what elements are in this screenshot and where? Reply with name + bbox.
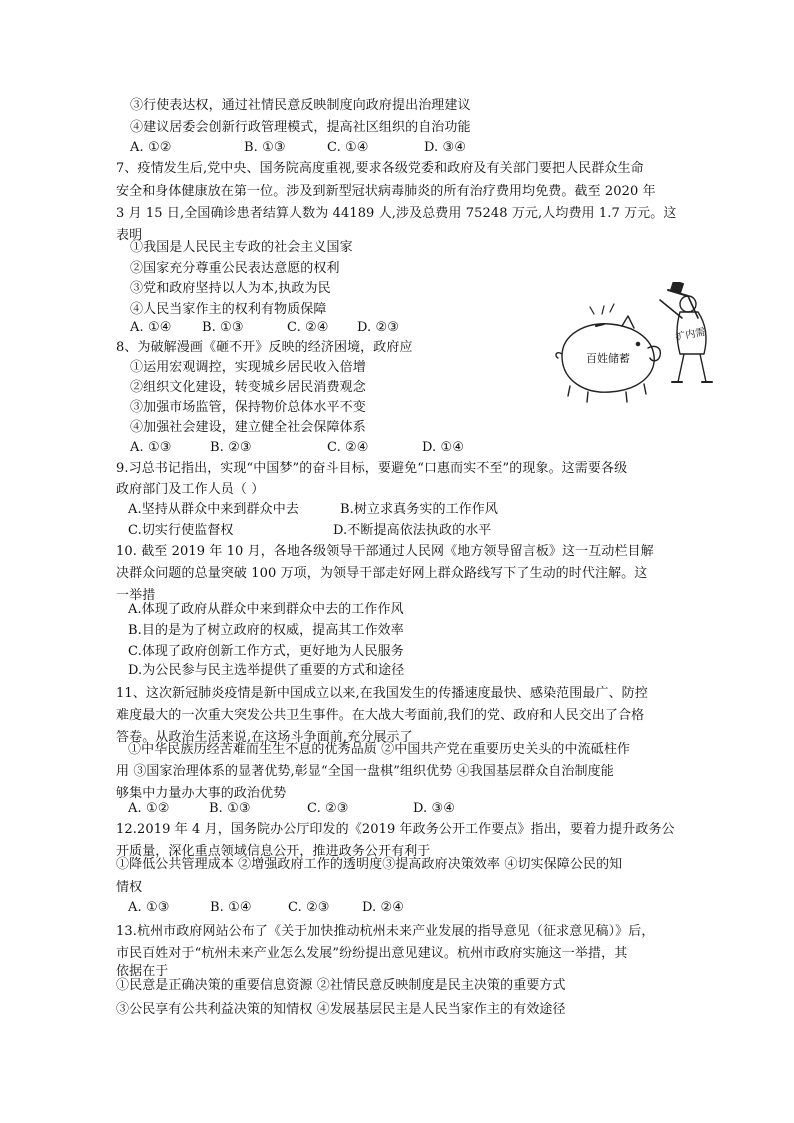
q12-option-b: B. ①④ bbox=[210, 900, 252, 915]
q12-item-line-1: ①降低公共管理成本 ②增强政府工作的透明度③提高政府决策效率 ④切实保障公民的知 bbox=[116, 857, 623, 872]
q13-stem-line-1: 13.杭州市政府网站公布了《关于加快推动杭州未来产业发展的指导意见（征求意见稿）》后， bbox=[116, 924, 655, 939]
q9-option-d: D.不断提高依法执政的水平 bbox=[333, 523, 492, 538]
q6-option-d: D. ③④ bbox=[424, 140, 467, 155]
q12-stem-line-1: 12.2019 年 4 月，国务院办公厅印发的《2019 年政务公开工作要点》指出，要着力提升政务公 bbox=[116, 822, 675, 837]
q8-item-2: ②组织文化建设，转变城乡居民消费观念 bbox=[130, 380, 366, 395]
q11-stem-line-2: 难度最大的一次重大突发公共卫生事件。在大战大考面前,我们的党、政府和人民交出了合格 bbox=[116, 708, 645, 723]
cartoon-piggy-bank-illustration bbox=[548, 282, 726, 412]
cartoon-man-label: 扩内需 bbox=[674, 326, 707, 344]
q10-option-b: B.目的是为了树立政府的权威，提高其工作效率 bbox=[128, 623, 404, 638]
q6-option-b: B. ①③ bbox=[244, 140, 286, 155]
q8-option-d: D. ①④ bbox=[422, 440, 465, 455]
q8-item-4: ④加强社会建设，建立健全社会保障体系 bbox=[130, 420, 366, 435]
q11-option-d: D. ③④ bbox=[413, 801, 456, 816]
q12-option-d: D. ②④ bbox=[362, 900, 405, 915]
q13-item-line-1: ①民意是正确决策的重要信息资源 ②社情民意反映制度是民主决策的重要方式 bbox=[116, 978, 566, 993]
q6-item-3: ③行使表达权，通过社情民意反映制度向政府提出治理建议 bbox=[130, 98, 471, 113]
q11-option-a: A. ①② bbox=[128, 801, 170, 816]
q8-item-3: ③加强市场监管，保持物价总体水平不变 bbox=[130, 400, 366, 415]
q7-item-4: ④人民当家作主的权利有物质保障 bbox=[130, 302, 327, 317]
q10-option-a: A.体现了政府从群众中来到群众中去的工作作风 bbox=[128, 602, 404, 617]
q13-stem-line-2: 市民百姓对于“杭州未来产业怎么发展”纷纷提出意见建议。杭州市政府实施这一举措，其 bbox=[116, 946, 628, 961]
q10-option-c: C.体现了政府创新工作方式，更好地为人民服务 bbox=[128, 644, 404, 659]
q6-option-a: A. ①② bbox=[130, 140, 172, 155]
q11-item-line-2: 用 ③国家治理体系的显著优势,彰显“全国一盘棋”组织优势 ④我国基层群众自治制度能 bbox=[116, 764, 614, 779]
q6-option-c: C. ①④ bbox=[327, 140, 369, 155]
q7-stem-line-4: 表明 bbox=[116, 228, 143, 243]
q7-option-c: C. ②④ bbox=[287, 320, 329, 335]
q7-option-a: A. ①④ bbox=[130, 320, 172, 335]
q12-item-line-2: 情权 bbox=[116, 880, 143, 895]
q9-option-a: A.坚持从群众中来到群众中去 bbox=[128, 502, 299, 517]
q12-option-c: C. ②③ bbox=[288, 900, 330, 915]
q7-item-1: ①我国是人民民主专政的社会主义国家 bbox=[130, 240, 353, 255]
q9-option-c: C.切实行使监督权 bbox=[128, 523, 234, 538]
cartoon-pig-label: 百姓储蓄 bbox=[586, 352, 630, 365]
q8-option-a: A. ①③ bbox=[130, 440, 172, 455]
q12-option-a: A. ①③ bbox=[128, 900, 170, 915]
q8-stem: 8、为破解漫画《砸不开》反映的经济困境，政府应 bbox=[116, 340, 413, 355]
q11-stem-line-3: 答卷。从政治生活来说,在这场斗争面前,充分展示了 bbox=[116, 730, 413, 745]
q7-stem-line-3: 3 月 15 日,全国确诊患者结算人数为 44189 人,涉及总费用 75248 万元,人均费用 1.7 万元。这 bbox=[116, 206, 677, 221]
q10-stem-line-2: 决群众问题的总量突破 100 万项，为领导干部走好网上群众路线写下了生动的时代注解。这 bbox=[116, 566, 648, 581]
q10-option-d: D.为公民参与民主选举提供了重要的方式和途径 bbox=[128, 663, 405, 678]
q11-stem-line-1: 11、这次新冠肺炎疫情是新中国成立以来,在我国发生的传播速度最快、感染范围最广、防控 bbox=[116, 686, 648, 701]
q12-stem-line-2: 开质量，深化重点领域信息公开，推进政务公开有利于 bbox=[116, 844, 431, 859]
q11-option-c: C. ②③ bbox=[307, 801, 349, 816]
q11-option-b: B. ①③ bbox=[209, 801, 251, 816]
q11-item-line-3: 够集中力量办大事的政治优势 bbox=[116, 786, 287, 801]
q7-stem-line-2: 安全和身体健康放在第一位。涉及到新型冠状病毒肺炎的所有治疗费用均免费。截至 2020 年 bbox=[116, 184, 656, 199]
q8-option-c: C. ②④ bbox=[327, 440, 369, 455]
q7-option-d: D. ②③ bbox=[357, 320, 400, 335]
q13-item-line-2: ③公民享有公共利益决策的知情权 ④发展基层民主是人民当家作主的有效途径 bbox=[116, 1002, 566, 1017]
q7-item-3: ③党和政府坚持以人为本,执政为民 bbox=[130, 281, 331, 296]
q10-stem-line-1: 10. 截至 2019 年 10 月，各地各级领导干部通过人民网《地方领导留言板》这一互动栏目解 bbox=[116, 544, 654, 559]
q9-stem-line-2: 政府部门及工作人员（ ） bbox=[116, 482, 265, 497]
q11-item-line-1: ①中华民族历经苦难而生生不息的优秀品质 ②中国共产党在重要历史关头的中流砥柱作 bbox=[128, 742, 631, 757]
q9-option-b: B.树立求真务实的工作作风 bbox=[340, 502, 498, 517]
q7-item-2: ②国家充分尊重公民表达意愿的权利 bbox=[130, 261, 340, 276]
q9-stem-line-1: 9.习总书记指出，实现“中国梦”的奋斗目标，要避免“口惠而实不至”的现象。这需要各级 bbox=[116, 461, 628, 476]
q7-stem-line-1: 7、疫情发生后,党中央、国务院高度重视,要求各级党委和政府及有关部门要把人民群众生命 bbox=[116, 161, 644, 176]
q8-option-b: B. ②③ bbox=[210, 440, 252, 455]
q13-stem-line-3: 依据在于 bbox=[116, 964, 169, 979]
q8-item-1: ①运用宏观调控，实现城乡居民收入倍增 bbox=[130, 360, 366, 375]
q10-stem-line-3: 一举措 bbox=[116, 588, 156, 603]
q6-item-4: ④建议居委会创新行政管理模式，提高社区组织的自治功能 bbox=[130, 120, 471, 135]
q7-option-b: B. ①③ bbox=[202, 320, 244, 335]
